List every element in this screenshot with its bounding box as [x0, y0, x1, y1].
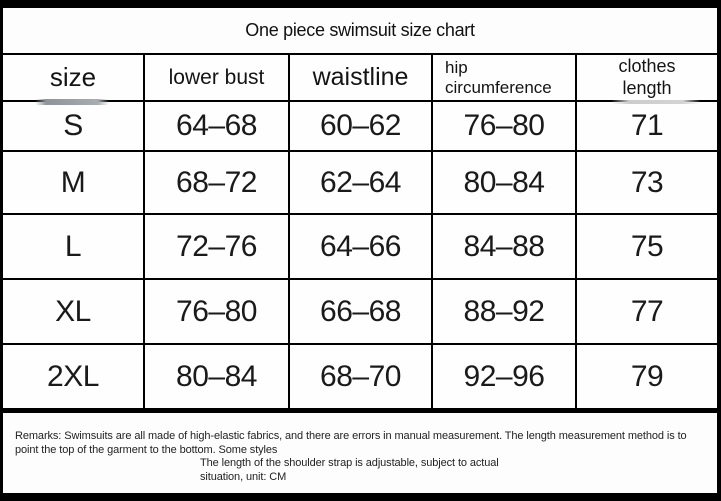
column-header-lower-bust: lower bust	[145, 55, 290, 102]
cell-waistline-m: 62–64	[290, 152, 433, 215]
chart-title-bar	[3, 8, 717, 55]
remarks-line-3: The length of the shoulder strap is adjustable, subject to actual	[200, 457, 499, 469]
cell-waistline-l: 64–66	[290, 215, 433, 280]
column-header-clothes-length: clothes length	[577, 55, 717, 102]
cell-clothes-length-s: 71	[577, 102, 717, 152]
cell-size-m: M	[3, 152, 145, 215]
cell-lower-bust-xl: 76–80	[145, 280, 290, 345]
size-table	[3, 55, 717, 413]
column-header-size: size	[3, 55, 145, 102]
cell-lower-bust-l: 72–76	[145, 215, 290, 280]
cell-hip-s: 76–80	[433, 102, 577, 152]
cell-waistline-xl: 66–68	[290, 280, 433, 345]
cell-size-2xl: 2XL	[3, 345, 145, 408]
cell-clothes-length-2xl: 79	[577, 345, 717, 408]
column-header-waistline: waistline	[290, 55, 433, 102]
cell-waistline-s: 60–62	[290, 102, 433, 152]
cell-waistline-2xl: 68–70	[290, 345, 433, 408]
cell-hip-l: 84–88	[433, 215, 577, 280]
cell-size-s: S	[3, 102, 145, 152]
page-title: One piece swimsuit size chart	[245, 20, 475, 40]
cell-clothes-length-l: 75	[577, 215, 717, 280]
cell-hip-2xl: 92–96	[433, 345, 577, 408]
cell-clothes-length-m: 73	[577, 152, 717, 215]
cell-size-l: L	[3, 215, 145, 280]
column-header-hip-circumference: hip circumference	[433, 55, 577, 102]
remarks-line-4: situation, unit: CM	[200, 470, 287, 483]
remarks-block	[3, 413, 717, 493]
remarks-line-1: Remarks: Swimsuits are all made of high-elastic fabrics, and there are errors in manual measurement. The length measurement method is to	[15, 430, 687, 442]
remarks-line-2: point the top of the garment to the bottom. Some styles	[15, 443, 278, 456]
cell-clothes-length-xl: 77	[577, 280, 717, 345]
cell-lower-bust-2xl: 80–84	[145, 345, 290, 408]
cell-lower-bust-m: 68–72	[145, 152, 290, 215]
cell-lower-bust-s: 64–68	[145, 102, 290, 152]
cell-size-xl: XL	[3, 280, 145, 345]
cell-hip-m: 80–84	[433, 152, 577, 215]
cell-hip-xl: 88–92	[433, 280, 577, 345]
